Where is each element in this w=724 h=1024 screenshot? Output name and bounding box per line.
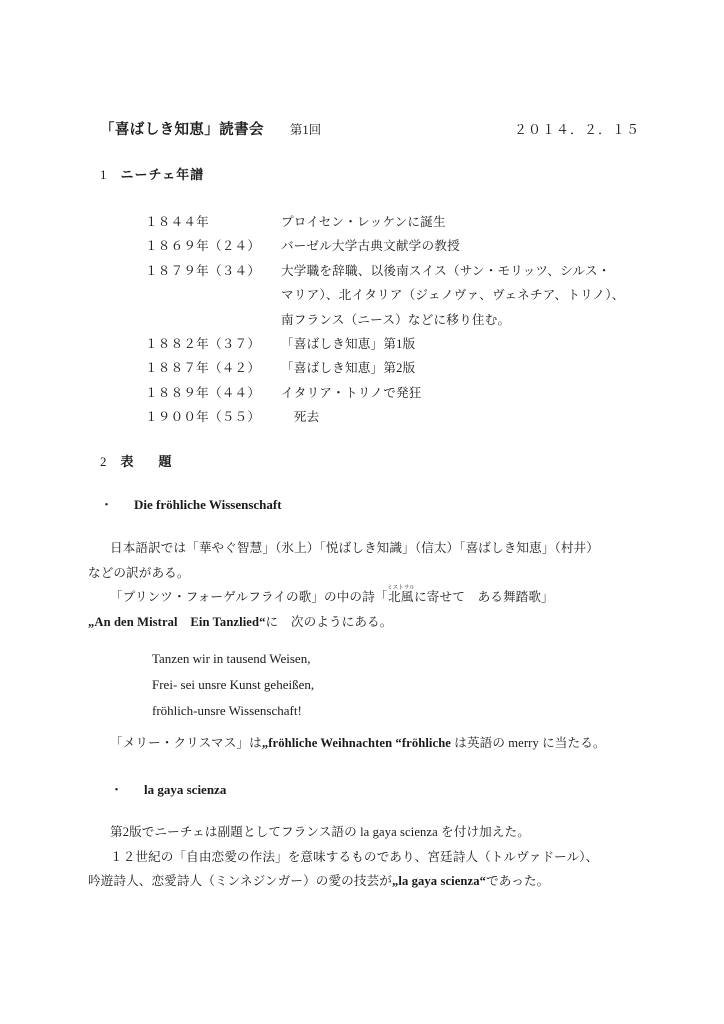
paragraph-line bbox=[88, 731, 638, 756]
chronology-event: 死去 bbox=[281, 410, 320, 425]
ruby-reading: ミストラル bbox=[386, 585, 415, 591]
paragraph-text: に当たる。 bbox=[542, 736, 606, 750]
bullet-dot-icon: ・ bbox=[100, 497, 114, 512]
bullet-dot-icon: ・ bbox=[110, 782, 124, 797]
paragraph-line bbox=[88, 820, 638, 845]
nietzsche-chronology-list bbox=[145, 210, 624, 430]
section-heading-1 bbox=[100, 164, 204, 183]
chronology-event: 「喜ばしき知恵」第2版 bbox=[281, 361, 416, 376]
german-phrase: „fröhliche Weihnachten “fröhliche bbox=[261, 736, 455, 750]
chronology-year: １９００年（５５） bbox=[145, 410, 261, 425]
chronology-row bbox=[145, 381, 624, 405]
chronology-year: １８６９年（２４） bbox=[145, 239, 261, 254]
bullet-la-gaya-scienza bbox=[110, 779, 226, 798]
chronology-row bbox=[145, 332, 624, 356]
chronology-year: １８８７年（４２） bbox=[145, 361, 261, 376]
ruby-kitakaze bbox=[386, 585, 415, 604]
chronology-row bbox=[145, 234, 624, 258]
paragraph-text: 「プリンツ・フォーゲルフライの歌」の中の詩「 bbox=[110, 590, 388, 604]
german-title: „An den Mistral Ein Tanzlied“ bbox=[88, 614, 266, 629]
section-number: 2 bbox=[100, 454, 107, 469]
italian-phrase: la gaya scienza bbox=[360, 825, 442, 839]
chronology-year: １８８９年（４４） bbox=[145, 385, 261, 400]
paragraph-line: などの訳がある。 bbox=[88, 565, 190, 580]
paragraph-text: に 次のようにある。 bbox=[265, 614, 393, 629]
session-number: 第1回 bbox=[289, 123, 322, 137]
bullet-text: la gaya scienza bbox=[144, 782, 227, 797]
chronology-row bbox=[145, 259, 624, 283]
chronology-continuation: 南フランス（ニース）などに移り住む。 bbox=[281, 312, 511, 327]
chronology-year: １８７９年（３４） bbox=[145, 263, 261, 278]
paragraph-text: 第2版でニーチェは副題としてフランス語の bbox=[110, 825, 361, 839]
chronology-year: １８８２年（３７） bbox=[145, 337, 261, 352]
paragraph-line: 日本語訳では「華やぐ智慧」（氷上）「悦ばしき知識」（信太）「喜ばしき知恵」（村井） bbox=[110, 541, 599, 555]
poem-line: Tanzen wir in tausend Weisen, bbox=[152, 651, 311, 666]
chronology-continuation: マリア）、北イタリア（ジェノヴァ、ヴェネチア、トリノ）、 bbox=[281, 288, 625, 303]
chronology-event: プロイセン・レッケンに誕生 bbox=[281, 215, 446, 229]
paragraph-text: に寄せて ある舞踏歌」 bbox=[414, 590, 554, 604]
chronology-event: バーゼル大学古典文献学の教授 bbox=[281, 239, 460, 254]
document-date: ２０１４．２．１５ bbox=[513, 122, 640, 137]
paragraph-text: であった。 bbox=[486, 874, 550, 889]
chronology-row bbox=[145, 405, 624, 429]
paragraph-japanese-translations bbox=[88, 536, 638, 585]
paragraph-line bbox=[88, 610, 638, 635]
section-number: 1 bbox=[100, 167, 107, 182]
paragraph-text: は英語の bbox=[454, 736, 509, 750]
document-title: 「喜ばしき知恵」読書会 bbox=[100, 122, 264, 138]
italian-phrase: „la gaya scienza“ bbox=[391, 874, 487, 889]
chronology-event: 「喜ばしき知恵」第1版 bbox=[281, 337, 416, 352]
chronology-row bbox=[145, 356, 624, 380]
paragraph-line bbox=[88, 869, 638, 894]
bullet-die-froehliche-wissenschaft bbox=[100, 494, 282, 513]
chronology-event: 大学職を辞職、以後南スイス（サン・モリッツ、シルス・ bbox=[281, 263, 611, 278]
ruby-base: 北風 bbox=[386, 590, 415, 604]
bullet-text: Die fröhliche Wissenschaft bbox=[134, 497, 282, 512]
poem-an-den-mistral bbox=[152, 646, 314, 724]
paragraph-prinz-vogelfrei bbox=[88, 585, 638, 634]
paragraph-merry-christmas bbox=[88, 731, 638, 756]
section-heading-2 bbox=[100, 451, 178, 470]
paragraph-text: 「メリー・クリスマス」は bbox=[110, 736, 262, 750]
poem-line: fröhlich-unsre Wissenschaft! bbox=[152, 703, 302, 718]
section-label: ニーチェ年譜 bbox=[120, 167, 205, 182]
section-label: 表 題 bbox=[120, 454, 178, 469]
english-word: merry bbox=[508, 736, 543, 750]
paragraph-text: を付け加えた。 bbox=[441, 825, 530, 839]
document-header bbox=[100, 118, 640, 139]
paragraph-line bbox=[88, 585, 638, 610]
paragraph-line: １２世紀の「自由恋愛の作法」を意味するものであり、宮廷詩人（トルヴァドール）、 bbox=[110, 849, 599, 864]
chronology-year: １８４４年 bbox=[145, 215, 209, 229]
chronology-event: イタリア・トリノで発狂 bbox=[281, 385, 422, 400]
poem-line: Frei- sei unsre Kunst geheißen, bbox=[152, 677, 315, 692]
chronology-row bbox=[145, 210, 624, 234]
paragraph-second-edition bbox=[88, 820, 638, 894]
paragraph-text: 吟遊詩人、恋愛詩人（ミンネジンガー）の愛の技芸が bbox=[88, 874, 392, 889]
